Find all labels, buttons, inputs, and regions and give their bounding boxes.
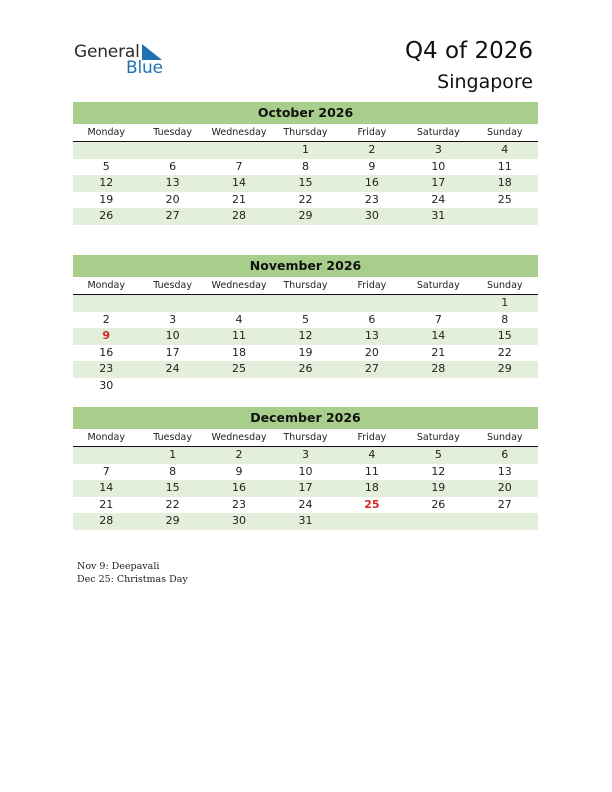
day-cell: 26: [99, 209, 114, 222]
day-cell: 17: [165, 345, 180, 359]
day-cell: [339, 513, 405, 530]
day-cell: 28: [99, 514, 114, 527]
day-cell: 17: [298, 481, 313, 494]
day-cell: 2: [102, 312, 110, 326]
day-cell: [472, 378, 538, 395]
week-row: [73, 447, 538, 464]
day-cell: 2: [368, 143, 376, 156]
day-cell: 22: [497, 345, 512, 359]
day-cell: 29: [165, 514, 180, 527]
day-cell: 11: [497, 159, 512, 173]
day-cell: 23: [99, 362, 114, 375]
day-cell: 30: [99, 378, 114, 392]
day-cell: 12: [298, 329, 313, 342]
week-row: [73, 208, 538, 225]
weekday-label: Thursday: [283, 280, 328, 291]
day-cell: 4: [235, 312, 243, 326]
weekday-label: Wednesday: [211, 280, 267, 291]
day-cell: 28: [232, 209, 247, 222]
day-cell: 24: [165, 362, 180, 375]
day-cell: 5: [301, 312, 309, 326]
day-cell: [339, 378, 405, 395]
month-december: [73, 407, 538, 530]
country-name: Singapore: [437, 71, 533, 93]
week-row: [73, 175, 538, 192]
day-cell: [139, 378, 205, 395]
day-cell: [405, 513, 471, 530]
day-cell: 24: [431, 192, 446, 206]
weekday-label: Sunday: [486, 127, 523, 138]
day-cell: 18: [232, 345, 247, 359]
day-cell: 25: [232, 362, 247, 375]
day-cell: [206, 142, 272, 159]
weekday-header-row: [73, 429, 538, 447]
day-cell: 27: [165, 209, 180, 222]
day-cell: 13: [364, 329, 379, 342]
day-cell: 15: [165, 481, 180, 494]
day-cell: [405, 295, 471, 312]
day-cell: 27: [364, 362, 379, 375]
holiday-note: Nov 9: Deepavali: [77, 561, 160, 572]
day-cell: 3: [169, 312, 177, 326]
weekday-label: Friday: [357, 280, 387, 291]
day-cell: 10: [431, 159, 446, 173]
day-cell: 20: [364, 345, 379, 359]
day-cell: 13: [497, 464, 512, 478]
week-row: [73, 159, 538, 176]
day-cell: 15: [298, 176, 313, 189]
weekday-label: Saturday: [416, 280, 460, 291]
day-cell: 25: [364, 497, 380, 511]
month-title: December 2026: [73, 407, 538, 429]
day-cell: [405, 378, 471, 395]
day-cell: 14: [99, 481, 114, 494]
weekday-label: Monday: [87, 432, 125, 443]
week-row: [73, 345, 538, 362]
week-row: [73, 361, 538, 378]
day-cell: 8: [169, 464, 177, 478]
weekday-label: Monday: [87, 127, 125, 138]
day-cell: 20: [497, 481, 512, 494]
day-cell: 8: [501, 312, 509, 326]
day-cell: 31: [298, 514, 313, 527]
day-cell: 11: [364, 464, 379, 478]
day-cell: 30: [364, 209, 379, 222]
weekday-label: Tuesday: [153, 280, 192, 291]
day-cell: 1: [169, 448, 177, 461]
day-cell: 12: [99, 176, 114, 189]
weekday-label: Saturday: [416, 432, 460, 443]
day-cell: 4: [501, 143, 509, 156]
day-cell: 29: [298, 209, 313, 222]
day-cell: 21: [431, 345, 446, 359]
day-cell: 6: [368, 312, 376, 326]
day-cell: 18: [497, 176, 512, 189]
day-cell: 27: [497, 497, 512, 511]
holiday-notes: [77, 560, 188, 586]
day-cell: 5: [102, 159, 110, 173]
day-cell: 15: [497, 329, 512, 342]
day-cell: [472, 513, 538, 530]
weekday-label: Monday: [87, 280, 125, 291]
day-cell: 24: [298, 497, 313, 511]
day-cell: 16: [364, 176, 379, 189]
generalblue-logo: [74, 42, 174, 76]
weekday-label: Thursday: [283, 127, 328, 138]
page-title: Q4 of 2026: [404, 38, 533, 64]
month-november: [73, 255, 538, 394]
weekday-label: Tuesday: [153, 127, 192, 138]
day-cell: 30: [232, 514, 247, 527]
weekday-label: Thursday: [283, 432, 328, 443]
month-title: November 2026: [73, 255, 538, 277]
day-cell: [73, 295, 139, 312]
weekday-label: Sunday: [486, 280, 523, 291]
day-cell: 16: [232, 481, 247, 494]
month-title: October 2026: [73, 102, 538, 124]
day-cell: 3: [301, 448, 309, 461]
day-cell: [73, 447, 139, 464]
day-cell: 21: [232, 192, 247, 206]
day-cell: [272, 378, 338, 395]
day-cell: 17: [431, 176, 446, 189]
day-cell: 28: [431, 362, 446, 375]
day-cell: 6: [501, 448, 509, 461]
day-cell: 19: [99, 192, 114, 206]
day-cell: 14: [232, 176, 247, 189]
weekday-label: Saturday: [416, 127, 460, 138]
day-cell: 9: [102, 329, 111, 342]
week-row: [73, 328, 538, 345]
day-cell: [472, 208, 538, 225]
day-cell: 13: [165, 176, 180, 189]
week-row: [73, 513, 538, 530]
day-cell: 25: [497, 192, 512, 206]
day-cell: [272, 295, 338, 312]
day-cell: [139, 142, 205, 159]
week-row: [73, 295, 538, 312]
day-cell: 7: [102, 464, 110, 478]
week-row: [73, 378, 538, 395]
week-row: [73, 312, 538, 329]
day-cell: 12: [431, 464, 446, 478]
weekday-label: Wednesday: [211, 127, 267, 138]
weekday-label: Sunday: [486, 432, 523, 443]
day-cell: 7: [235, 159, 243, 173]
day-cell: 7: [434, 312, 442, 326]
day-cell: 10: [165, 329, 180, 342]
day-cell: 18: [364, 481, 379, 494]
day-cell: 11: [232, 329, 247, 342]
day-cell: 8: [301, 159, 309, 173]
weekday-label: Tuesday: [153, 432, 192, 443]
day-cell: 14: [431, 329, 446, 342]
day-cell: 19: [431, 481, 446, 494]
logo-word-general: General: [74, 42, 140, 62]
day-cell: 26: [431, 497, 446, 511]
day-cell: 20: [165, 192, 180, 206]
day-cell: [206, 295, 272, 312]
day-cell: [73, 142, 139, 159]
day-cell: 6: [169, 159, 177, 173]
day-cell: 22: [298, 192, 313, 206]
day-cell: 3: [434, 143, 442, 156]
day-cell: 31: [431, 209, 446, 222]
day-cell: 23: [364, 192, 379, 206]
day-cell: [206, 378, 272, 395]
weekday-label: Wednesday: [211, 432, 267, 443]
day-cell: 4: [368, 448, 376, 461]
day-cell: 10: [298, 464, 313, 478]
weekday-label: Friday: [357, 127, 387, 138]
logo-word-blue: Blue: [126, 58, 163, 78]
week-row: [73, 192, 538, 209]
weekday-header-row: [73, 277, 538, 295]
day-cell: 29: [497, 362, 512, 375]
day-cell: [339, 295, 405, 312]
day-cell: 2: [235, 448, 243, 461]
day-cell: 1: [501, 296, 509, 309]
day-cell: 23: [232, 497, 247, 511]
day-cell: 9: [368, 159, 376, 173]
day-cell: 26: [298, 362, 313, 375]
weekday-label: Friday: [357, 432, 387, 443]
week-row: [73, 497, 538, 514]
weekday-header-row: [73, 124, 538, 142]
day-cell: 22: [165, 497, 180, 511]
day-cell: 16: [99, 345, 114, 359]
week-row: [73, 464, 538, 481]
week-row: [73, 142, 538, 159]
day-cell: 1: [301, 143, 309, 156]
day-cell: [139, 295, 205, 312]
day-cell: 5: [434, 448, 442, 461]
month-october: [73, 102, 538, 225]
day-cell: 9: [235, 464, 243, 478]
week-row: [73, 480, 538, 497]
holiday-note: Dec 25: Christmas Day: [77, 574, 188, 585]
day-cell: 21: [99, 497, 114, 511]
day-cell: 19: [298, 345, 313, 359]
